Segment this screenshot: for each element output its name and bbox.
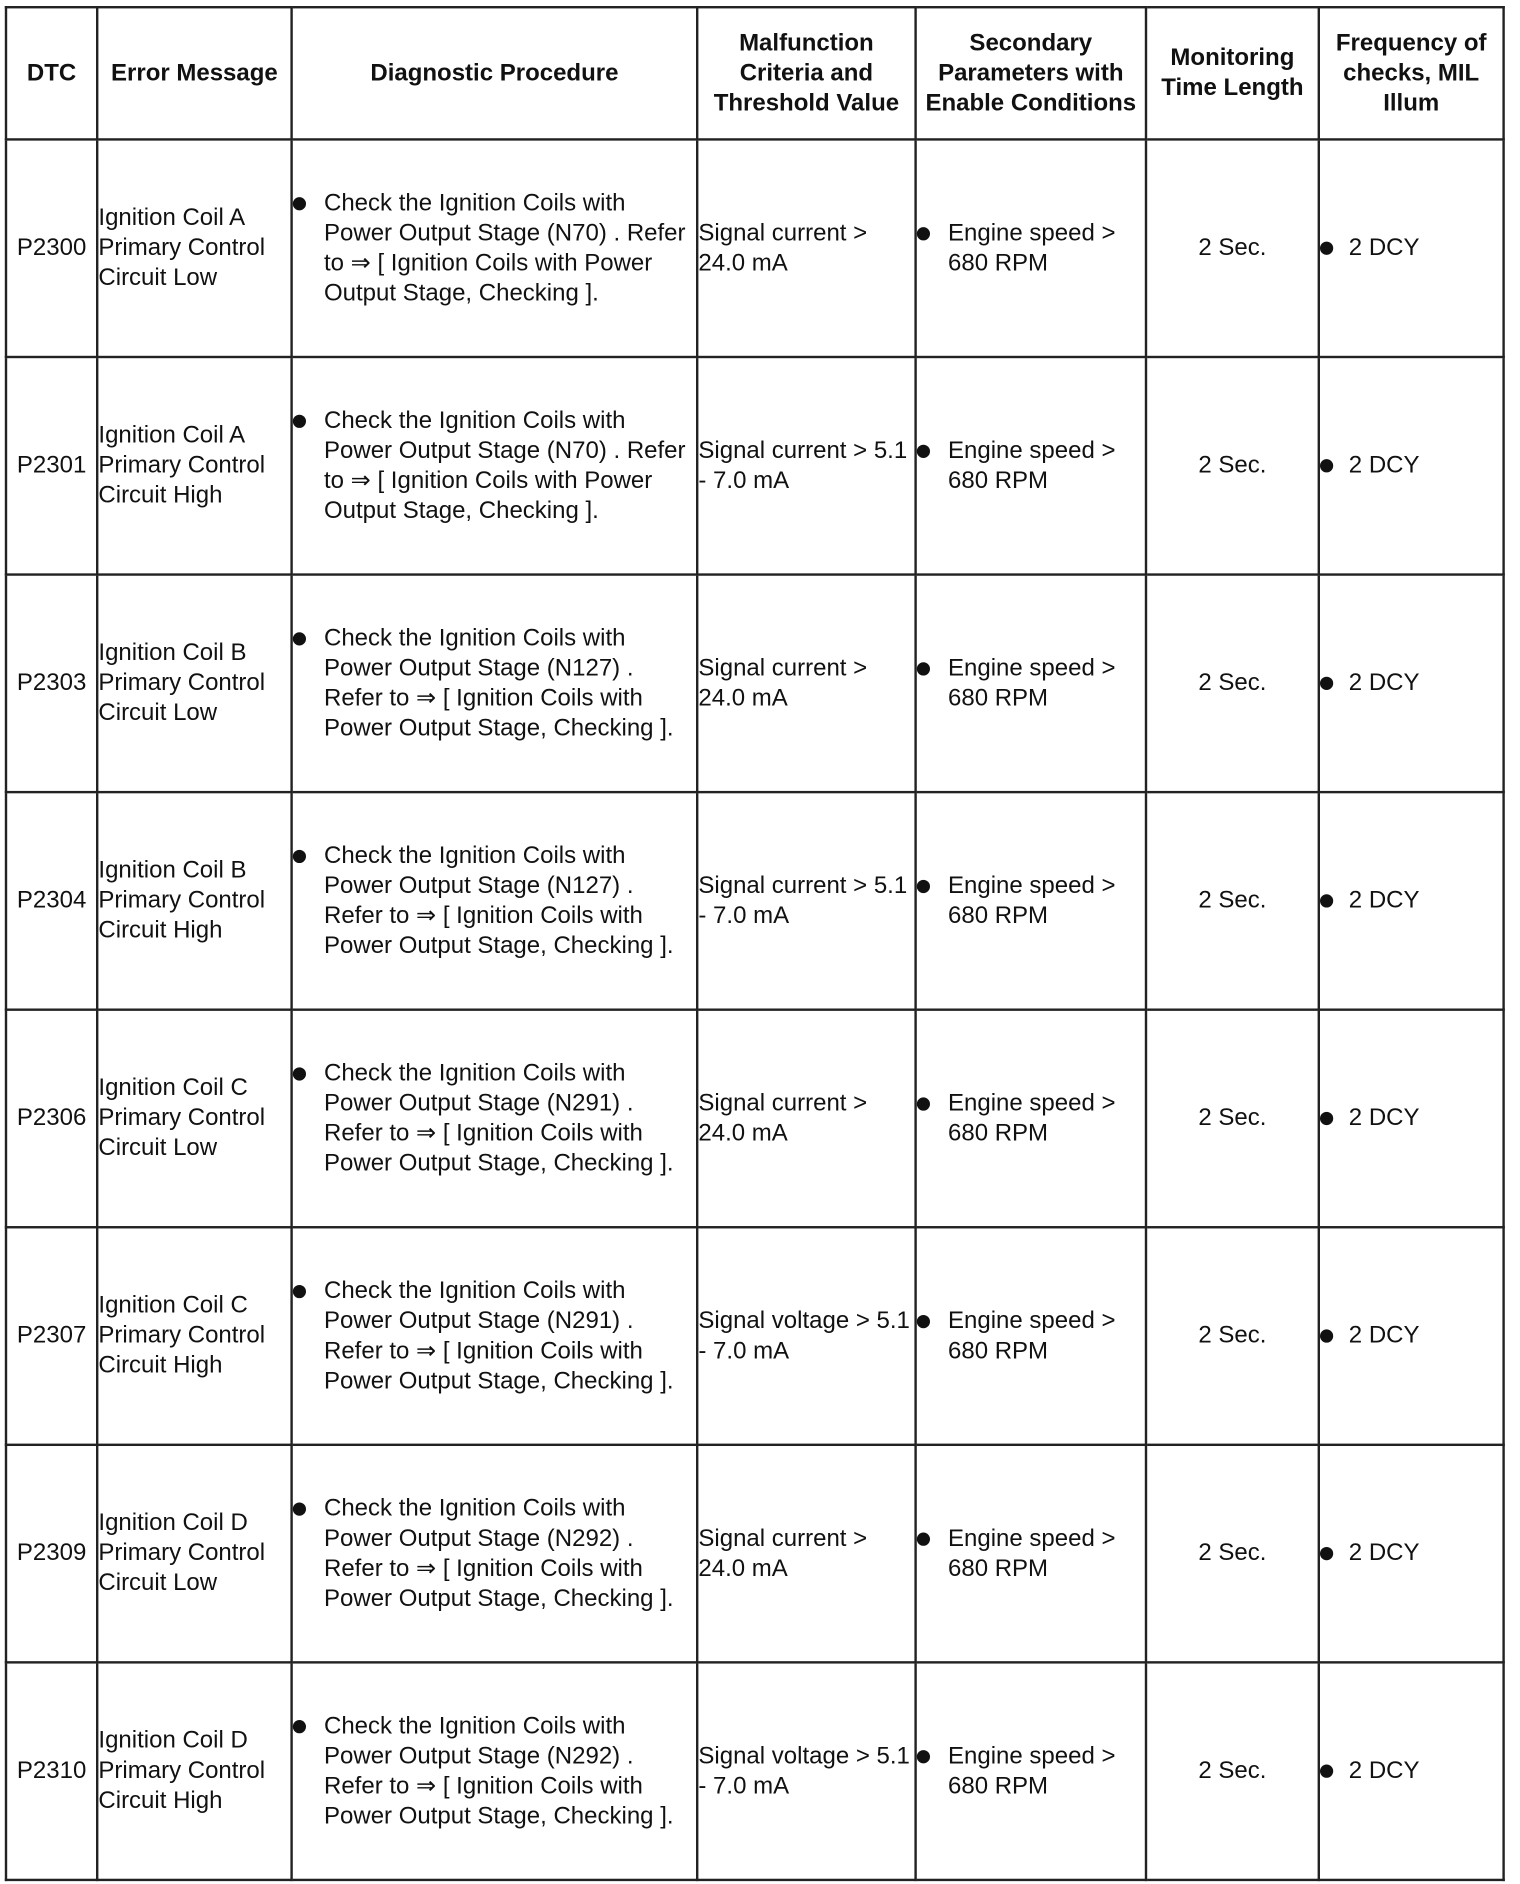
dtc-code: P2309 [6,1445,97,1663]
frequency-text: 2 DCY [1348,1104,1420,1132]
table-row [6,1010,1504,1228]
malfunction-criteria: Signal current > 24.0 mA [697,575,915,793]
monitoring-time: 2 Sec. [1146,357,1319,575]
frequency [1319,1662,1504,1880]
secondary-parameters [916,1227,1146,1445]
diagnostic-procedure [292,1662,698,1880]
bullet-icon [293,1719,306,1732]
bullet-icon [917,1097,930,1110]
dtc-code: P2304 [6,792,97,1010]
bullet-icon [917,227,930,240]
bullet-icon [917,1750,930,1763]
malfunction-criteria: Signal current > 24.0 mA [697,139,915,357]
header-secondary-parameters: Secondary Parameters with Enable Conditions [916,7,1146,139]
secondary-text: Engine speed > 680 RPM [948,1742,1116,1799]
monitoring-time: 2 Sec. [1146,1445,1319,1663]
secondary-parameters [916,357,1146,575]
procedure-text: Check the Ignition Coils with Power Output Stage (N70) . Refer to ⇒ [ Ignition Coils with Power Output Stage, Checking ]. [324,406,686,524]
secondary-text: Engine speed > 680 RPM [948,1307,1116,1364]
header-monitoring-time: Monitoring Time Length [1146,7,1319,139]
header-row [6,7,1504,139]
secondary-parameters [916,139,1146,357]
dtc-code: P2301 [6,357,97,575]
frequency-text: 2 DCY [1348,234,1420,261]
bullet-icon [917,1532,930,1545]
frequency-text: 2 DCY [1348,451,1420,479]
malfunction-criteria: Signal current > 24.0 mA [697,1445,915,1663]
frequency-text: 2 DCY [1348,887,1420,914]
diagnostic-procedure [292,792,698,1010]
bullet-icon [293,1067,306,1080]
frequency-text: 2 DCY [1348,669,1420,696]
monitoring-time: 2 Sec. [1146,575,1319,793]
table-row [6,1227,1504,1445]
diagnostic-procedure [292,1010,698,1228]
bullet-icon [917,1314,930,1327]
bullet-icon [293,1502,306,1515]
procedure-text: Check the Ignition Coils with Power Output Stage (N292) . Refer to ⇒ [ Ignition Coils with Power Output Stage, Checking ]. [324,1494,674,1612]
bullet-icon [1320,1329,1333,1342]
error-message: Ignition Coil B Primary Control Circuit Low [97,575,291,793]
bullet-icon [917,662,930,675]
malfunction-criteria: Signal current > 5.1 - 7.0 mA [697,357,915,575]
procedure-text: Check the Ignition Coils with Power Output Stage (N70) . Refer to ⇒ [ Ignition Coils with Power Output Stage, Checking ]. [324,189,686,306]
error-message: Ignition Coil D Primary Control Circuit High [97,1662,291,1880]
secondary-text: Engine speed > 680 RPM [948,654,1116,711]
error-message: Ignition Coil B Primary Control Circuit High [97,792,291,1010]
table-row [6,139,1504,357]
bullet-icon [1320,242,1333,255]
malfunction-criteria: Signal voltage > 5.1 - 7.0 mA [697,1227,915,1445]
bullet-icon [1320,459,1333,472]
malfunction-criteria: Signal current > 5.1 - 7.0 mA [697,792,915,1010]
secondary-parameters [916,1662,1146,1880]
secondary-text: Engine speed > 680 RPM [948,436,1116,494]
secondary-parameters [916,575,1146,793]
dtc-table [5,6,1505,1881]
secondary-text: Engine speed > 680 RPM [948,1524,1116,1582]
secondary-parameters [916,1445,1146,1663]
secondary-text: Engine speed > 680 RPM [948,872,1116,929]
bullet-icon [917,444,930,457]
monitoring-time: 2 Sec. [1146,1227,1319,1445]
table-row [6,357,1504,575]
error-message: Ignition Coil C Primary Control Circuit High [97,1227,291,1445]
frequency [1319,1010,1504,1228]
header-error-message: Error Message [97,7,291,139]
frequency [1319,575,1504,793]
procedure-text: Check the Ignition Coils with Power Output Stage (N292) . Refer to ⇒ [ Ignition Coils with Power Output Stage, Checking ]. [324,1712,674,1829]
frequency-text: 2 DCY [1348,1757,1420,1784]
bullet-icon [293,632,306,645]
bullet-icon [1320,894,1333,907]
procedure-text: Check the Ignition Coils with Power Output Stage (N291) . Refer to ⇒ [ Ignition Coils with Power Output Stage, Checking ]. [324,1277,674,1394]
diagnostic-procedure [292,139,698,357]
bullet-icon [293,849,306,862]
bullet-icon [1320,1112,1333,1125]
frequency-text: 2 DCY [1348,1322,1420,1349]
procedure-text: Check the Ignition Coils with Power Output Stage (N291) . Refer to ⇒ [ Ignition Coils with Power Output Stage, Checking ]. [324,1059,674,1177]
dtc-code: P2300 [6,139,97,357]
bullet-icon [1320,1547,1333,1560]
error-message: Ignition Coil D Primary Control Circuit Low [97,1445,291,1663]
frequency [1319,139,1504,357]
diagnostic-procedure [292,1445,698,1663]
header-dtc: DTC [6,7,97,139]
monitoring-time: 2 Sec. [1146,1010,1319,1228]
diagnostic-procedure [292,1227,698,1445]
dtc-code: P2303 [6,575,97,793]
dtc-code: P2310 [6,1662,97,1880]
bullet-icon [1320,1765,1333,1778]
procedure-text: Check the Ignition Coils with Power Output Stage (N127) . Refer to ⇒ [ Ignition Coils with Power Output Stage, Checking ]. [324,624,674,742]
secondary-text: Engine speed > 680 RPM [948,1089,1116,1147]
frequency [1319,357,1504,575]
table-row [6,792,1504,1010]
secondary-parameters [916,1010,1146,1228]
monitoring-time: 2 Sec. [1146,1662,1319,1880]
frequency [1319,1227,1504,1445]
procedure-text: Check the Ignition Coils with Power Output Stage (N127) . Refer to ⇒ [ Ignition Coils with Power Output Stage, Checking ]. [324,842,674,959]
error-message: Ignition Coil A Primary Control Circuit Low [97,139,291,357]
bullet-icon [293,414,306,427]
frequency-text: 2 DCY [1348,1539,1420,1567]
frequency [1319,1445,1504,1663]
diagnostic-procedure [292,357,698,575]
secondary-text: Engine speed > 680 RPM [948,219,1116,276]
monitoring-time: 2 Sec. [1146,792,1319,1010]
bullet-icon [917,879,930,892]
table-row [6,1445,1504,1663]
monitoring-time: 2 Sec. [1146,139,1319,357]
error-message: Ignition Coil C Primary Control Circuit Low [97,1010,291,1228]
secondary-parameters [916,792,1146,1010]
header-diagnostic-procedure: Diagnostic Procedure [292,7,698,139]
bullet-icon [293,1284,306,1297]
malfunction-criteria: Signal current > 24.0 mA [697,1010,915,1228]
bullet-icon [1320,677,1333,690]
header-malfunction-criteria: Malfunction Criteria and Threshold Value [697,7,915,139]
error-message: Ignition Coil A Primary Control Circuit High [97,357,291,575]
diagnostic-procedure [292,575,698,793]
bullet-icon [293,197,306,210]
malfunction-criteria: Signal voltage > 5.1 - 7.0 mA [697,1662,915,1880]
header-frequency: Frequency of checks, MIL Illum [1319,7,1504,139]
table-row [6,575,1504,793]
table-row [6,1662,1504,1880]
dtc-code: P2306 [6,1010,97,1228]
frequency [1319,792,1504,1010]
dtc-code: P2307 [6,1227,97,1445]
